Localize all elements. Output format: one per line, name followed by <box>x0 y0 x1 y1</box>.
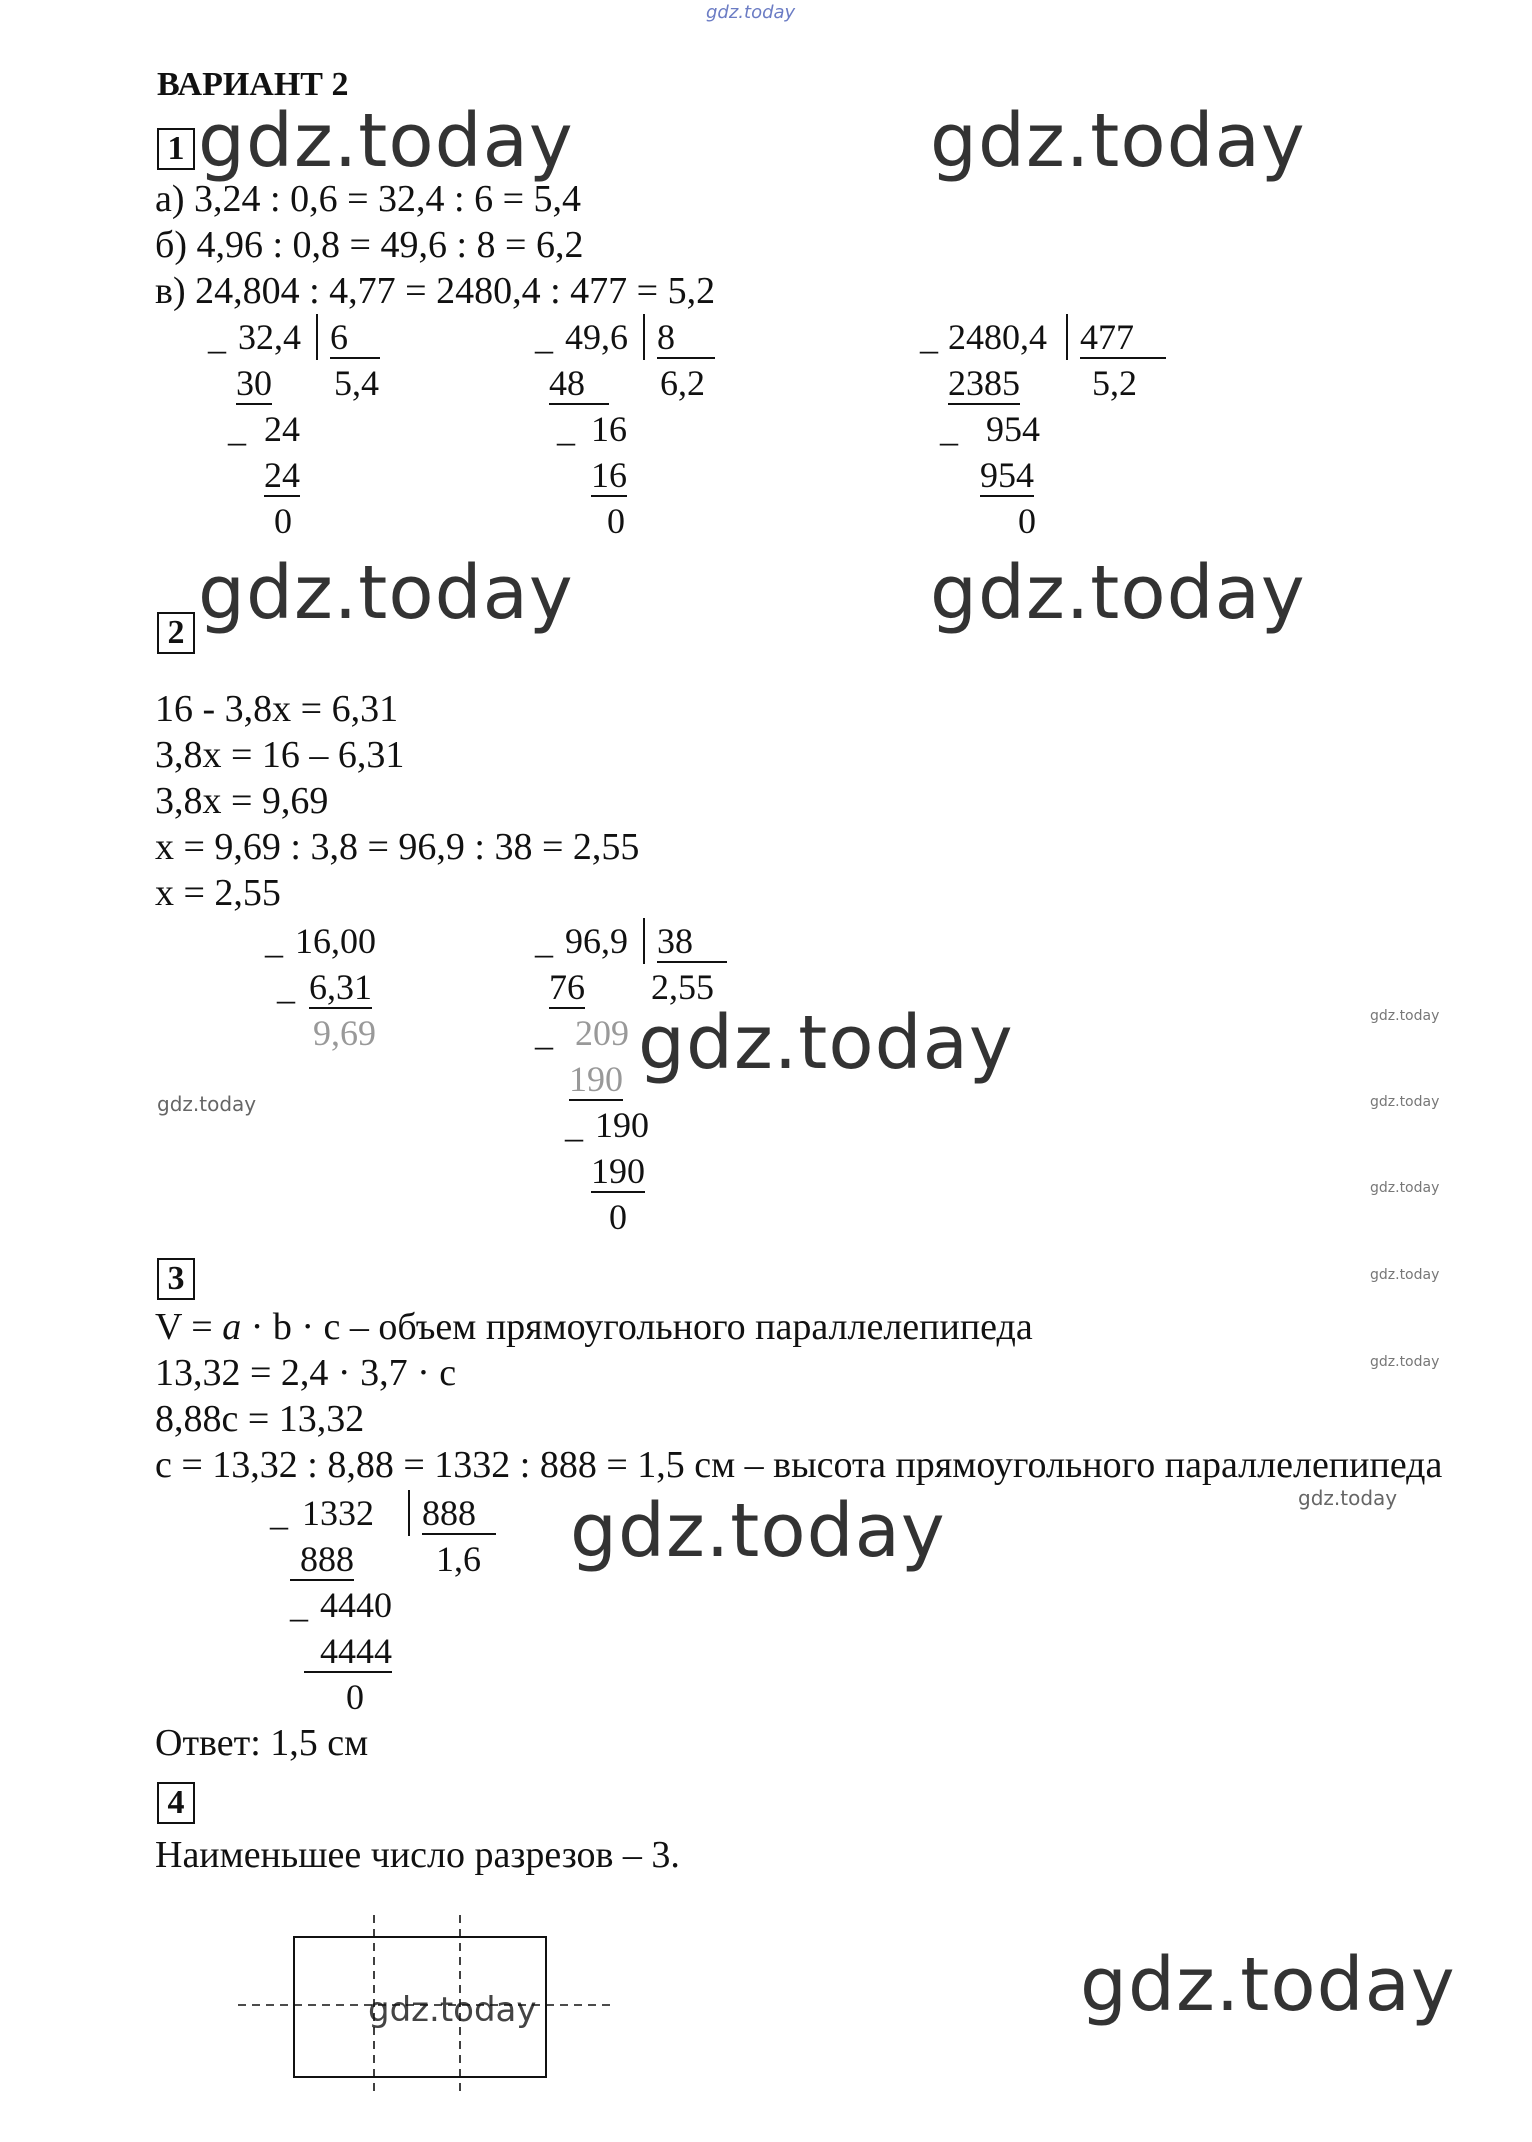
minus-sign: _ <box>920 317 938 357</box>
task2-line: 3,8x = 16 – 6,31 <box>155 734 405 776</box>
watermark-small: gdz.today <box>1370 1180 1440 1196</box>
watermark-small: gdz.today <box>1370 1008 1440 1024</box>
divisor: 6 <box>330 317 380 359</box>
quotient: 5,4 <box>334 363 379 403</box>
minus-sign: _ <box>535 921 553 961</box>
minus-sign: _ <box>208 317 226 357</box>
minus-sign: _ <box>940 409 958 449</box>
division-row: 30 <box>236 363 272 403</box>
dividend: 2480,4 <box>948 317 1047 357</box>
watermark-small: gdz.today <box>1370 1094 1440 1110</box>
quotient: 2,55 <box>651 967 714 1007</box>
task3-answer: Ответ: 1,5 см <box>155 1722 369 1764</box>
dividend: 32,4 <box>238 317 301 357</box>
watermark-large: gdz.today <box>930 98 1306 184</box>
division-row: 0 <box>609 1197 627 1237</box>
minus-sign: _ <box>265 921 283 961</box>
division-row: 76 <box>549 967 585 1007</box>
division-row: 0 <box>607 501 625 541</box>
task2-line: x = 2,55 <box>155 872 281 914</box>
minus-sign: _ <box>535 1013 553 1053</box>
subtrahend: 6,31 <box>309 967 372 1007</box>
cake-rectangle <box>294 1937 546 2077</box>
division-row: 16 <box>591 409 627 449</box>
watermark-small: gdz.today <box>1370 1354 1440 1370</box>
divisor: 477 <box>1080 317 1166 359</box>
task1-line-b: б) 4,96 : 0,8 = 49,6 : 8 = 6,2 <box>155 224 584 266</box>
task2-line: 16 - 3,8x = 6,31 <box>155 688 399 730</box>
division-row: 24 <box>264 409 300 449</box>
division-row: 4440 <box>320 1585 392 1625</box>
task4-line: Наименьшее число разрезов – 3. <box>155 1834 680 1876</box>
quotient: 1,6 <box>436 1539 481 1579</box>
minus-sign: _ <box>557 409 575 449</box>
cut-diagram <box>238 1915 618 2095</box>
quotient: 6,2 <box>660 363 705 403</box>
divisor: 888 <box>422 1493 496 1535</box>
watermark-small: gdz.today <box>157 1092 257 1116</box>
watermark-small: gdz.today <box>1298 1486 1398 1510</box>
task2-line: x = 9,69 : 3,8 = 96,9 : 38 = 2,55 <box>155 826 640 868</box>
division-row: 0 <box>346 1677 364 1717</box>
task1-line-a: а) 3,24 : 0,6 = 32,4 : 6 = 5,4 <box>155 178 581 220</box>
minus-sign: _ <box>270 1493 288 1533</box>
formula-part: · b · c – объем прямоугольного параллелепипеда <box>241 1306 1033 1348</box>
division-row: 190 <box>569 1059 623 1099</box>
dividend: 1332 <box>302 1493 374 1533</box>
minus-sign: _ <box>277 967 295 1007</box>
task3-line: c = 13,32 : 8,88 = 1332 : 888 = 1,5 см – высота прямоугольного параллелепипеда <box>155 1444 1443 1486</box>
task3-formula <box>155 1304 1033 1350</box>
dividend: 96,9 <box>565 921 628 961</box>
top-watermark: gdz.today <box>706 2 796 23</box>
division-row: 954 <box>986 409 1040 449</box>
page-title: ВАРИАНТ 2 <box>157 66 349 103</box>
formula-part: V = <box>155 1306 223 1348</box>
minus-sign: _ <box>565 1105 583 1145</box>
division-row: 16 <box>591 455 627 495</box>
formula-variable: a <box>222 1306 242 1348</box>
minus-sign: _ <box>535 317 553 357</box>
dividend: 49,6 <box>565 317 628 357</box>
division-row: 954 <box>980 455 1034 495</box>
divisor: 8 <box>657 317 715 359</box>
division-row: 888 <box>290 1539 354 1581</box>
division-row: 0 <box>1018 501 1036 541</box>
division-row: 48 <box>549 363 609 405</box>
task-number-box: 2 <box>157 612 195 654</box>
watermark-small: gdz.today <box>368 1990 537 2030</box>
watermark-large: gdz.today <box>638 1000 1014 1086</box>
watermark-large: gdz.today <box>1080 1942 1456 2028</box>
task2-line: 3,8x = 9,69 <box>155 780 329 822</box>
minuend: 16,00 <box>295 921 376 961</box>
division-row: 190 <box>591 1151 645 1191</box>
task3-line: 8,88c = 13,32 <box>155 1398 365 1440</box>
watermark-large: gdz.today <box>198 98 574 184</box>
division-row: 209 <box>575 1013 629 1053</box>
division-row: 24 <box>264 455 300 495</box>
task-number-box: 1 <box>157 128 195 170</box>
quotient: 5,2 <box>1092 363 1137 403</box>
difference: 9,69 <box>313 1013 376 1053</box>
watermark-small: gdz.today <box>1370 1267 1440 1283</box>
minus-sign: _ <box>228 409 246 449</box>
minus-sign: _ <box>290 1585 308 1625</box>
division-row: 2385 <box>948 363 1020 403</box>
task1-line-c: в) 24,804 : 4,77 = 2480,4 : 477 = 5,2 <box>155 270 716 312</box>
watermark-large: gdz.today <box>570 1488 946 1574</box>
task-number-box: 3 <box>157 1258 195 1300</box>
division-row: 4444 <box>304 1631 392 1673</box>
watermark-large: gdz.today <box>198 550 574 636</box>
division-row: 190 <box>595 1105 649 1145</box>
division-row: 0 <box>274 501 292 541</box>
task3-line: 13,32 = 2,4 · 3,7 · c <box>155 1352 457 1394</box>
task-number-box: 4 <box>157 1782 195 1824</box>
divisor: 38 <box>657 921 727 963</box>
watermark-large: gdz.today <box>930 550 1306 636</box>
